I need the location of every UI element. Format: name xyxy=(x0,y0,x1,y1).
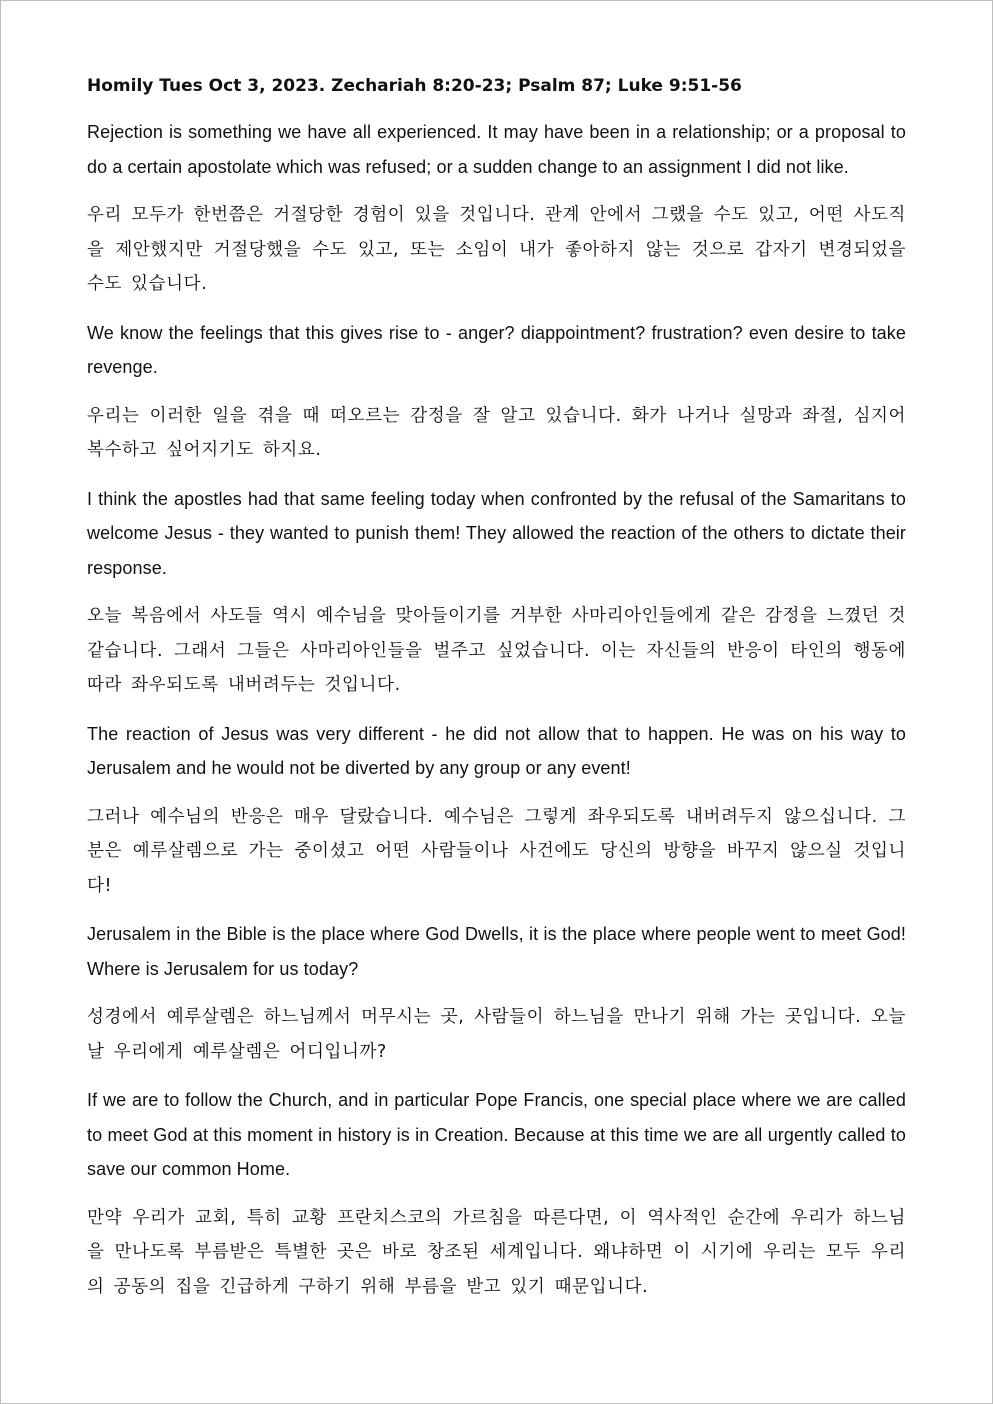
paragraph-ko-apostles: 오늘 복음에서 사도들 역시 예수님을 맞아들이기를 거부한 사마리아인들에게 같은 감정을 느꼈던 것 같습니다. 그래서 그들은 사마리아인들을 벌주고 싶었습니다. 이는 자신들의 반응이 타인의 행동에 따라 좌우되도록 내버려두는 것입니다. xyxy=(87,606,906,695)
paragraph-ko-rejection: 우리 모두가 한번쯤은 거절당한 경험이 있을 것입니다. 관계 안에서 그랬을 수도 있고, 어떤 사도직을 제안했지만 거절당했을 수도 있고, 또는 소임이 내가 좋아하지 않는 것으로 갑자기 변경되었을 수도 있습니다. xyxy=(87,205,906,294)
paragraph-en-creation: If we are to follow the Church, and in particular Pope Francis, one special place where we are called to meet God at this moment in history is in Creation. Because at this time we are all urgently called to save our common Home. xyxy=(87,1090,906,1179)
paragraph-en-jesus-reaction: The reaction of Jesus was very different - he did not allow that to happen. He was on his way to Jerusalem and he would not be diverted by any group or any event! xyxy=(87,723,906,778)
paragraph-en-jerusalem: Jerusalem in the Bible is the place where God Dwells, it is the place where people went to meet God! Where is Jerusalem for us today? xyxy=(87,924,906,979)
paragraph-ko-jesus-reaction: 그러나 예수님의 반응은 매우 달랐습니다. 예수님은 그렇게 좌우되도록 내버려두지 않으십니다. 그분은 예루살렘으로 가는 중이셨고 어떤 사람들이나 사건에도 당신의 방향을 바꾸지 않으실 것입니다! xyxy=(87,806,906,896)
paragraph-ko-jerusalem: 성경에서 예루살렘은 하느님께서 머무시는 곳, 사람들이 하느님을 만나기 위해 가는 곳입니다. 오늘날 우리에게 예루살렘은 어디입니까? xyxy=(87,1007,906,1062)
paragraph-ko-feelings: 우리는 이러한 일을 겪을 때 떠오르는 감정을 잘 알고 있습니다. 화가 나거나 실망과 좌절, 심지어 복수하고 싶어지기도 하지요. xyxy=(87,405,906,460)
paragraph-ko-creation: 만약 우리가 교회, 특히 교황 프란치스코의 가르침을 따른다면, 이 역사적인 순간에 우리가 하느님을 만나도록 부름받은 특별한 곳은 바로 창조된 세계입니다. 왜냐하면 이 시기에 우리는 모두 우리의 공동의 집을 긴급하게 구하기 위해 부름을 받고 있기 때문입니다. xyxy=(87,1207,906,1297)
homily-title: Homily Tues Oct 3, 2023. Zechariah 8:20-23; Psalm 87; Luke 9:51-56 xyxy=(87,76,742,96)
document-body xyxy=(87,72,906,1318)
paragraph-en-feelings: We know the feelings that this gives rise to - anger? diappointment? frustration? even desire to take revenge. xyxy=(87,322,906,377)
paragraph-en-apostles: I think the apostles had that same feeling today when confronted by the refusal of the Samaritans to welcome Jesus - they wanted to punish them! They allowed the reaction of the others to dictate their response. xyxy=(87,488,906,578)
paragraph-en-rejection: Rejection is something we have all experienced. It may have been in a relationship; or a proposal to do a certain apostolate which was refused; or a sudden change to an assignment I did not like. xyxy=(87,122,906,177)
